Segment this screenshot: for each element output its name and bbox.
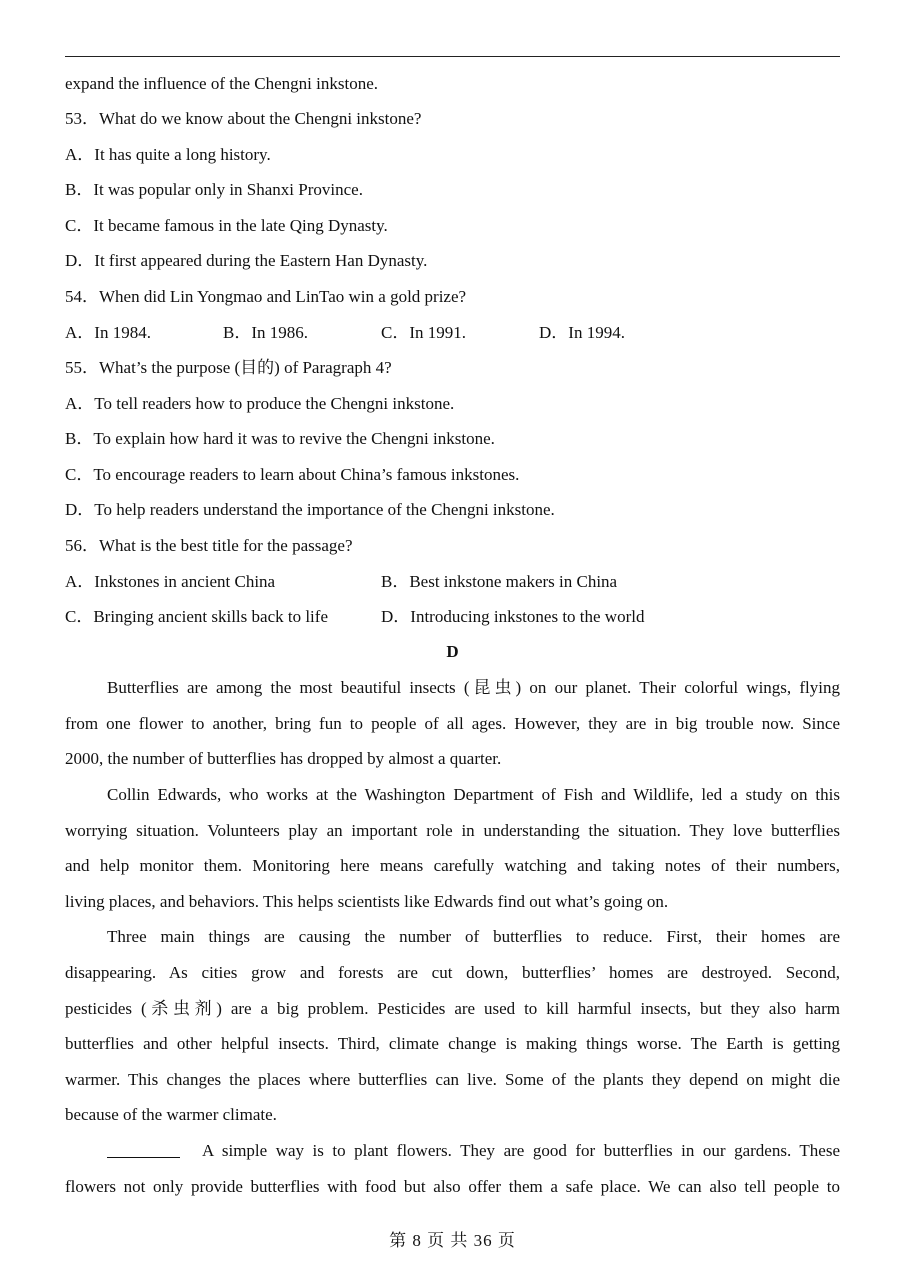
paragraph-1-line: from one flower to another, bring fun to people of all ages. However, they are in big trouble now. Since (65, 714, 840, 733)
paragraph-3-line: butterflies and other helpful insects. Third, climate change is making things worse. The Earth is getting (65, 1034, 840, 1053)
q55-option-b: B．To explain how hard it was to revive the Chengni inkstone. (65, 429, 495, 448)
question-56: 56．What is the best title for the passage? (65, 536, 353, 555)
paragraph-2-line: and help monitor them. Monitoring here means carefully watching and taking notes of their numbers, (65, 856, 840, 875)
q56-option-d: D．Introducing inkstones to the world (381, 607, 645, 626)
q53-option-b: B．It was popular only in Shanxi Province. (65, 180, 363, 199)
paragraph-4-line: flowers not only provide butterflies with food but also offer them a safe place. We can also tell people to (65, 1177, 840, 1196)
paragraph-1-line: 2000, the number of butterflies has dropped by almost a quarter. (65, 749, 502, 768)
paragraph-3-line: disappearing. As cities grow and forests are cut down, butterflies’ homes are destroyed. Second, (65, 963, 840, 982)
q53-option-d: D．It first appeared during the Eastern Han Dynasty. (65, 251, 428, 270)
paragraph-1-line: Butterflies are among the most beautiful insects (昆虫) on our planet. Their colorful wings, flying (107, 678, 840, 697)
q56-option-b: B．Best inkstone makers in China (381, 572, 618, 591)
q53-option-a: A．It has quite a long history. (65, 145, 271, 164)
paragraph-3-line: pesticides (杀虫剂) are a big problem. Pesticides are used to kill harmful insects, but they also harm (65, 999, 840, 1018)
question-53: 53．What do we know about the Chengni inkstone? (65, 109, 422, 128)
q56-option-c: C．Bringing ancient skills back to life (65, 607, 328, 626)
section-heading: D (446, 642, 459, 661)
q55-option-a: A．To tell readers how to produce the Chengni inkstone. (65, 394, 455, 413)
paragraph-3-line: because of the warmer climate. (65, 1105, 277, 1124)
q55-option-d: D．To help readers understand the importance of the Chengni inkstone. (65, 500, 555, 519)
paragraph-4-text: A simple way is to plant flowers. They are good for butterflies in our gardens. These (202, 1141, 840, 1160)
paragraph-3-line: warmer. This changes the places where butterflies can live. Some of the plants they depend on might die (65, 1070, 840, 1089)
header-rule (65, 56, 840, 57)
paragraph-3-line: Three main things are causing the number of butterflies to reduce. First, their homes are (107, 927, 840, 946)
paragraph-4-line (107, 1141, 840, 1161)
q54-option-b: B．In 1986. (223, 323, 308, 342)
intro-tail: expand the influence of the Chengni inkstone. (65, 74, 378, 93)
paragraph-2-line: living places, and behaviors. This helps scientists like Edwards find out what’s going on. (65, 892, 669, 911)
question-55: 55．What’s the purpose (目的) of Paragraph 4? (65, 358, 392, 377)
q53-option-c: C．It became famous in the late Qing Dynasty. (65, 216, 388, 235)
paragraph-2-line: worrying situation. Volunteers play an important role in understanding the situation. They love butterflies (65, 821, 840, 840)
q56-option-a: A．Inkstones in ancient China (65, 572, 276, 591)
paragraph-2-line: Collin Edwards, who works at the Washington Department of Fish and Wildlife, led a study on this (107, 785, 840, 804)
q54-option-a: A．In 1984. (65, 323, 151, 342)
q54-option-c: C．In 1991. (381, 323, 466, 342)
page-footer: 第 8 页 共 36 页 (389, 1231, 516, 1250)
answer-blank[interactable] (107, 1141, 180, 1158)
q54-option-d: D．In 1994. (539, 323, 625, 342)
question-54: 54．When did Lin Yongmao and LinTao win a gold prize? (65, 287, 467, 306)
q55-option-c: C．To encourage readers to learn about China’s famous inkstones. (65, 465, 520, 484)
